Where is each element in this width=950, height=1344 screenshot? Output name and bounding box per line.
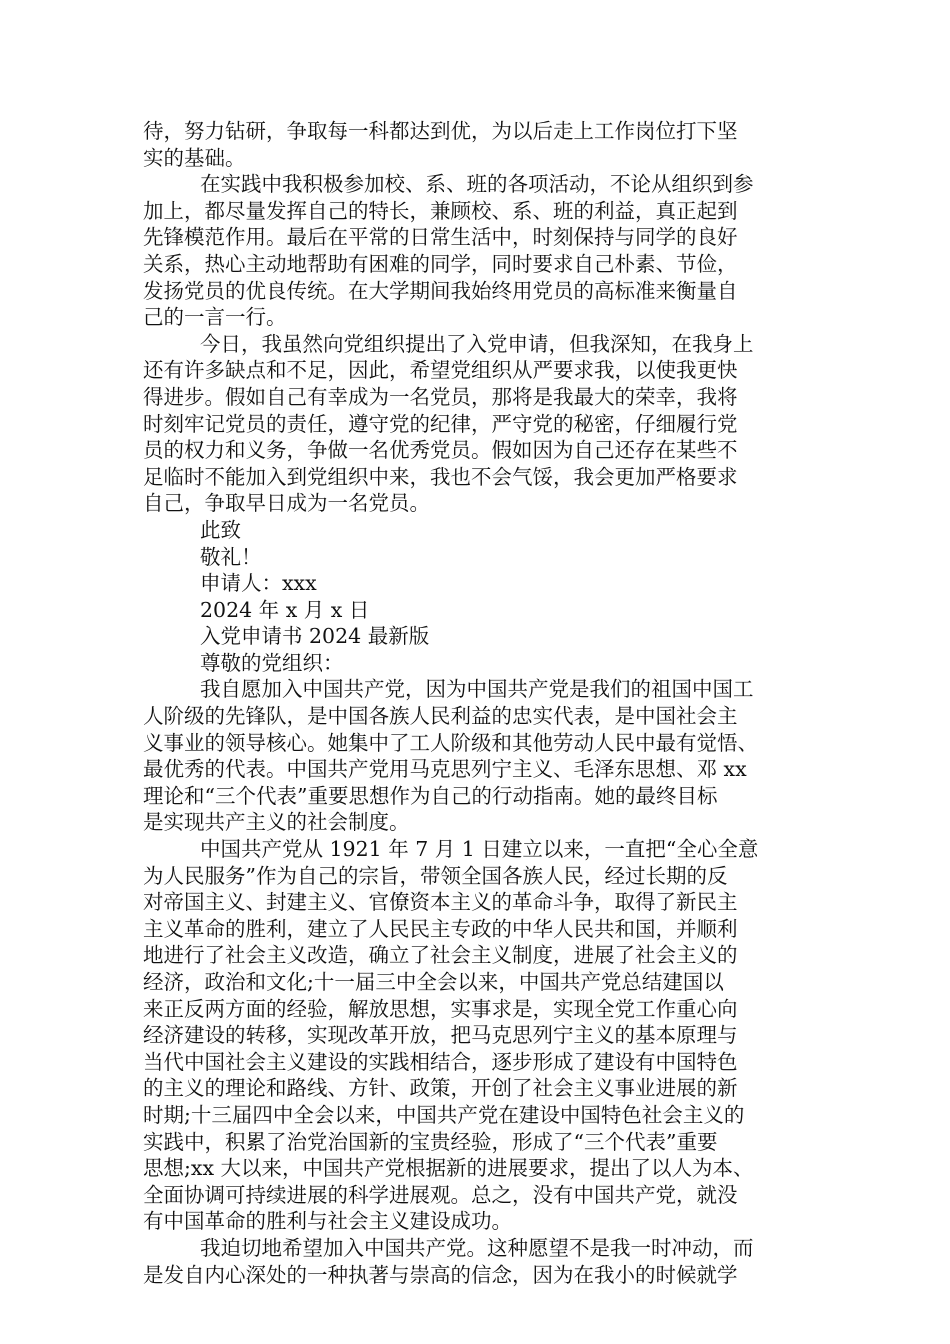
text-line: 自己，争取早日成为一名党员。 [143, 491, 430, 516]
text-line: 在实践中我积极参加校、系、班的各项活动，不论从组织到参 [200, 172, 754, 197]
text-line: 全面协调可持续进展的科学进展观。总之，没有中国共产党，就没 [143, 1182, 738, 1207]
document-body [143, 118, 823, 1288]
text-line: 来正反两方面的经验，解放思想，实事求是，实现全党工作重心向 [143, 996, 738, 1021]
text-line: 人阶级的先锋队，是中国各族人民利益的忠实代表，是中国社会主 [143, 704, 738, 729]
text-line: 足临时不能加入到党组织中来，我也不会气馁，我会更加严格要求 [143, 464, 738, 489]
text-line: 当代中国社会主义建设的实践相结合，逐步形成了建设有中国特色 [143, 1049, 738, 1074]
text-line: 最优秀的代表。中国共产党用马克思列宁主义、毛泽东思想、邓 xx [143, 757, 747, 782]
text-line: 加上，都尽量发挥自己的特长，兼顾校、系、班的利益，真正起到 [143, 198, 738, 223]
text-line: 敬礼！ [200, 544, 262, 569]
text-line: 思想;xx 大以来，中国共产党根据新的进展要求，提出了以人为本、 [143, 1156, 754, 1181]
text-line: 经济，政治和文化;十一届三中全会以来，中国共产党总结建国以 [143, 970, 724, 994]
text-line: 义事业的领导核心。她集中了工人阶级和其他劳动人民中最有觉悟、 [143, 730, 758, 755]
text-line: 对帝国主义、封建主义、官僚资本主义的革命斗争，取得了新民主 [143, 890, 738, 915]
text-line: 还有许多缺点和不足，因此，希望党组织从严要求我，以使我更快 [143, 358, 738, 383]
text-line: 地进行了社会主义改造，确立了社会主义制度，进展了社会主义的 [143, 943, 738, 968]
text-line: 有中国革命的胜利与社会主义建设成功。 [143, 1209, 512, 1234]
text-line: 我自愿加入中国共产党，因为中国共产党是我们的祖国中国工 [200, 677, 754, 702]
text-line: 此致 [200, 517, 241, 542]
text-line: 发扬党员的优良传统。在大学期间我始终用党员的高标准来衡量自 [143, 278, 738, 303]
text-line: 时刻牢记党员的责任，遵守党的纪律，严守党的秘密，仔细履行党 [143, 411, 738, 436]
text-line: 实践中，积累了治党治国新的宝贵经验，形成了“三个代表”重要 [143, 1129, 718, 1154]
text-line: 己的一言一行。 [143, 305, 287, 330]
text-line: 主义革命的胜利，建立了人民民主专政的中华人民共和国，并顺利 [143, 916, 738, 941]
text-line: 时期;十三届四中全会以来，中国共产党在建设中国特色社会主义的 [143, 1102, 745, 1127]
text-line: 是发自内心深处的一种执著与崇高的信念，因为在我小的时候就学 [143, 1262, 738, 1287]
text-line: 申请人：xxx [200, 571, 317, 596]
text-line: 为人民服务”作为自己的宗旨，带领全国各族人民，经过长期的反 [143, 863, 728, 888]
text-line: 待，努力钻研，争取每一科都达到优，为以后走上工作岗位打下坚 [143, 119, 738, 143]
text-line: 我迫切地希望加入中国共产党。这种愿望不是我一时冲动，而 [200, 1235, 754, 1260]
text-line: 关系，热心主动地帮助有困难的同学，同时要求自己朴素、节俭， [143, 251, 738, 276]
text-line: 实的基础。 [143, 145, 246, 170]
text-line: 经济建设的转移，实现改革开放，把马克思列宁主义的基本原理与 [143, 1023, 738, 1048]
text-line: 2024 年 x 月 x 日 [200, 597, 370, 622]
text-line: 的主义的理论和路线、方针、政策，开创了社会主义事业进展的新 [143, 1076, 738, 1101]
text-line: 尊敬的党组织： [200, 650, 344, 675]
text-line: 中国共产党从 1921 年 7 月 1 日建立以来，一直把“全心全意 [200, 837, 759, 862]
text-line: 先锋模范作用。最后在平常的日常生活中，时刻保持与同学的良好 [143, 225, 738, 250]
text-line: 员的权力和义务，争做一名优秀党员。假如因为自己还存在某些不 [143, 438, 738, 463]
text-line: 理论和“三个代表”重要思想作为自己的行动指南。她的最终目标 [143, 783, 718, 808]
text-line: 入党申请书 2024 最新版 [200, 624, 430, 649]
text-line: 今日，我虽然向党组织提出了入党申请，但我深知，在我身上 [200, 331, 754, 356]
text-line: 是实现共产主义的社会制度。 [143, 810, 410, 835]
text-line: 得进步。假如自己有幸成为一名党员，那将是我最大的荣幸，我将 [143, 384, 738, 409]
